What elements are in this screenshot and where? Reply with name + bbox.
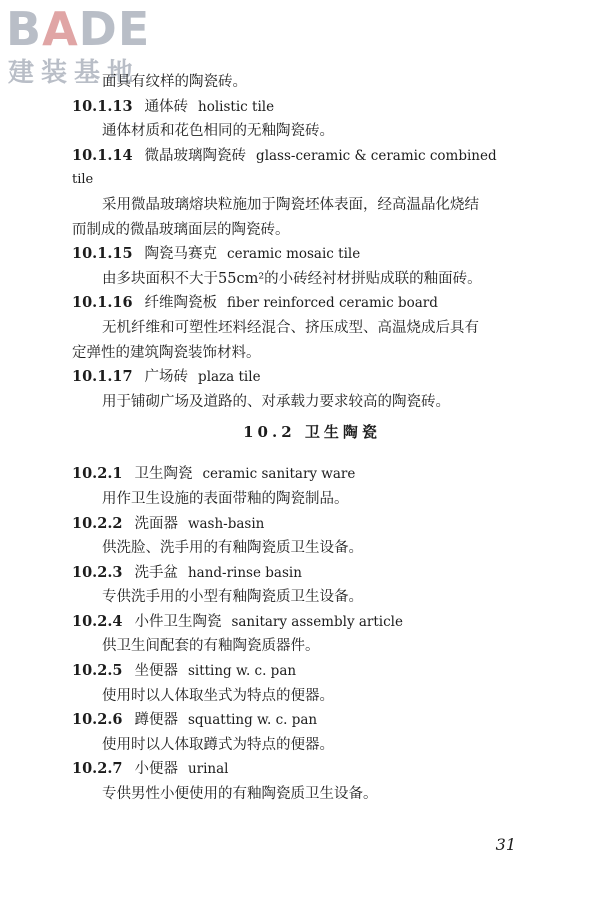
entry-en-term: sitting w. c. pan — [187, 663, 297, 680]
top-fragment: 面具有纹样的陶瓷砖。 — [102, 74, 247, 90]
entry-10-2-6-head — [72, 708, 552, 733]
entry-10-1-14-head — [72, 144, 552, 169]
entry-en-term: ceramic mosaic tile — [227, 246, 361, 263]
entry-10-1-14-desc-2: 而制成的微晶玻璃面层的陶瓷砖。 — [72, 221, 290, 238]
entry-10-1-13-desc: 通体材质和花色相同的无釉陶瓷砖。 — [102, 123, 334, 140]
entry-number: 10.1.13 — [72, 97, 133, 115]
entry-10-2-5-desc: 使用时以人体取坐式为特点的便器。 — [102, 687, 334, 704]
entry-10-1-15-head — [72, 242, 552, 267]
entry-en-term: glass-ceramic & ceramic combined — [256, 147, 497, 164]
entry-cn-term: 微晶玻璃陶瓷砖 — [144, 147, 247, 164]
entry-10-2-7-head — [72, 757, 552, 782]
logo-wordmark — [6, 4, 150, 54]
entry-10-1-13-head — [72, 95, 552, 120]
entry-en-term: squatting w. c. pan — [187, 712, 318, 729]
entry-10-2-3-head — [72, 561, 552, 586]
entry-10-1-16-desc-1: 无机纤维和可塑性坯料经混合、挤压成型、高温烧成后具有 — [102, 319, 479, 336]
entry-en-term: ceramic sanitary ware — [202, 466, 356, 483]
entry-10-2-1-head — [72, 462, 552, 487]
entry-10-2-4-head — [72, 610, 552, 635]
entry-en-term: urinal — [187, 761, 229, 778]
entry-10-1-14-en-cont: tile — [72, 172, 94, 188]
entry-en-term: fiber reinforced ceramic board — [227, 295, 438, 312]
entry-10-1-16-desc-2: 定弹性的建筑陶瓷装饰材料。 — [72, 344, 261, 361]
entry-number: 10.1.16 — [72, 294, 133, 312]
entry-10-1-17-head — [72, 365, 552, 390]
entry-cn-term: 小件卫生陶瓷 — [134, 613, 222, 630]
entry-number: 10.1.14 — [72, 146, 133, 164]
logo-letter-a: A — [42, 2, 79, 56]
entry-10-1-15-desc: 由多块面积不大于55cm²的小砖经衬材拼贴成联的釉面砖。 — [102, 270, 482, 287]
entry-en-term: hand-rinse basin — [187, 564, 302, 581]
entry-en-term: holistic tile — [198, 98, 275, 115]
entry-10-2-1-desc: 用作卫生设施的表面带釉的陶瓷制品。 — [102, 490, 349, 507]
entry-cn-term: 纤维陶瓷板 — [144, 295, 218, 312]
entry-10-1-16-head — [72, 291, 552, 316]
section-title: 10.2 卫生陶瓷 — [243, 423, 381, 442]
entry-number: 10.2.6 — [72, 711, 123, 729]
entry-cn-term: 小便器 — [134, 761, 178, 778]
entry-number: 10.2.2 — [72, 514, 123, 532]
entry-10-1-14-desc-1: 采用微晶玻璃熔块粒施加于陶瓷坯体表面，经高温晶化烧结 — [102, 196, 479, 213]
entry-cn-term: 洗手盆 — [134, 564, 178, 581]
entry-en-term: plaza tile — [198, 369, 261, 386]
entry-10-2-2-desc: 供洗脸、洗手用的有釉陶瓷质卫生设备。 — [102, 540, 363, 557]
entry-number: 10.2.7 — [72, 760, 123, 778]
entry-number: 10.1.15 — [72, 245, 133, 263]
entry-cn-term: 广场砖 — [144, 369, 189, 386]
entry-10-2-4-desc: 供卫生间配套的有釉陶瓷质器件。 — [102, 638, 320, 655]
logo-letter-b: B — [6, 2, 43, 56]
entry-cn-term: 通体砖 — [144, 98, 189, 115]
entry-cn-term: 坐便器 — [134, 663, 178, 680]
page-number: 31 — [495, 835, 516, 854]
entry-cn-term: 卫生陶瓷 — [134, 466, 193, 483]
entry-number: 10.2.3 — [72, 563, 123, 581]
logo-letters-de: DE — [78, 2, 151, 56]
entry-number: 10.2.5 — [72, 662, 123, 680]
entry-10-1-17-desc: 用于铺砌广场及道路的、对承载力要求较高的陶瓷砖。 — [102, 393, 450, 410]
entry-cn-term: 洗面器 — [134, 515, 178, 532]
entry-10-2-3-desc: 专供洗手用的小型有釉陶瓷质卫生设备。 — [102, 589, 363, 606]
entry-number: 10.2.4 — [72, 612, 123, 630]
logo-subtitle: 建装基地 — [8, 58, 141, 88]
entry-10-2-2-head — [72, 512, 552, 537]
page-body — [72, 70, 552, 807]
entry-en-term: sanitary assembly article — [231, 613, 403, 630]
entry-number: 10.1.17 — [72, 368, 133, 386]
entry-10-2-6-desc: 使用时以人体取蹲式为特点的便器。 — [102, 736, 334, 753]
entry-cn-term: 陶瓷马赛克 — [144, 246, 218, 263]
entry-en-term: wash-basin — [187, 515, 265, 532]
entry-number: 10.2.1 — [72, 465, 123, 483]
entry-cn-term: 蹲便器 — [134, 712, 178, 729]
entry-10-2-7-desc: 专供男性小便使用的有釉陶瓷质卫生设备。 — [102, 786, 378, 803]
entry-10-2-5-head — [72, 659, 552, 684]
